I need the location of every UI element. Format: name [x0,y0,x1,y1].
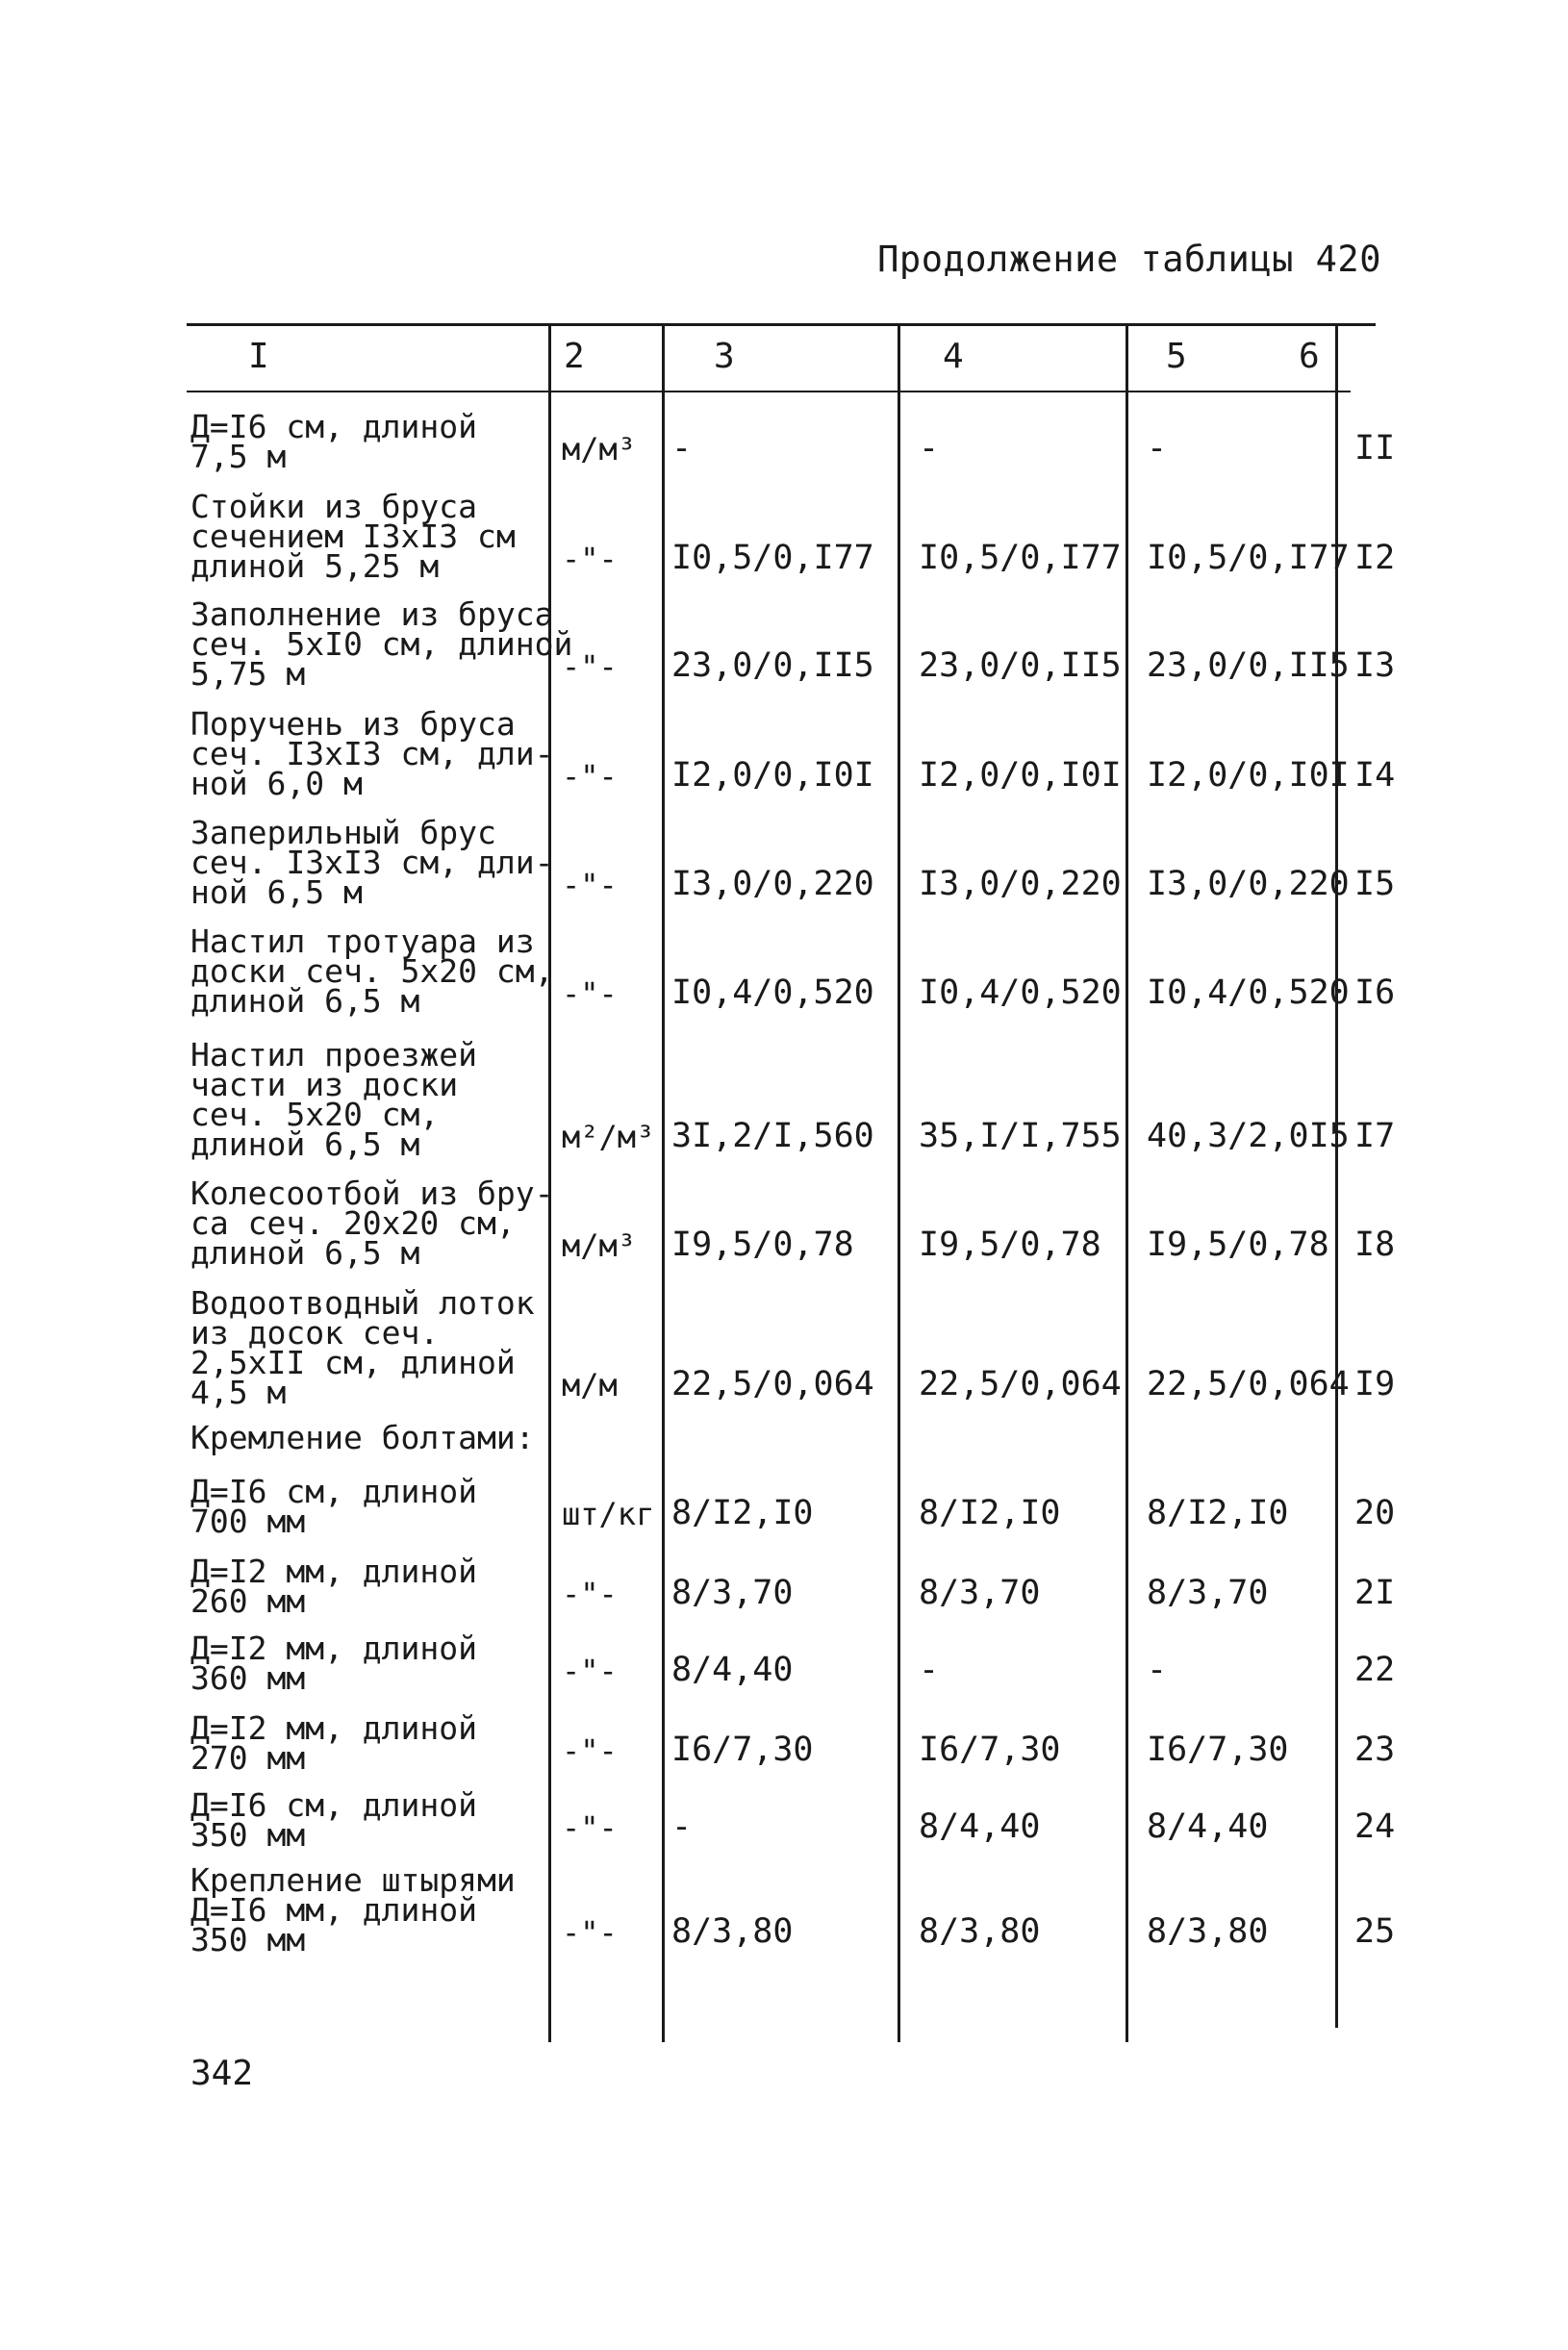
row-unit: -"- [562,541,618,577]
description-line: Заперильный брус [190,814,496,851]
row-value-col4: - [919,429,940,467]
description-line: доски сеч. 5x20 см, [190,952,554,990]
description-line: длиной 5,25 м [190,547,440,585]
description-line: Настил проезжей [190,1036,478,1074]
description-line: Д=I2 мм, длиной [190,1709,478,1747]
description-line: из досок сеч. [190,1314,440,1352]
description-line: Колесоотбой из бру- [190,1175,554,1212]
row-number: I6 [1354,973,1396,1012]
row-number: 20 [1354,1494,1396,1532]
description-line: ной 6,5 м [190,873,363,911]
description-line: 260 мм [190,1582,306,1620]
row-value-col5: I0,5/0,I77 [1147,539,1350,577]
row-unit: -"- [562,758,618,795]
description-line: Д=I6 см, длиной [190,1786,478,1824]
row-value-col5: 8/3,80 [1147,1912,1269,1951]
row-value-col4: I0,5/0,I77 [919,539,1122,577]
row-value-col4: 23,0/0,II5 [919,646,1122,685]
row-value-col4: I0,4/0,520 [919,973,1122,1012]
row-unit: -"- [562,648,618,685]
description-line: Заполнение из бруса [190,595,554,633]
row-value-col5: I6/7,30 [1147,1731,1289,1769]
description-line: Д=I6 мм, длиной [190,1891,478,1929]
row-value-col3: 8/4,40 [671,1651,794,1689]
row-value-col5: I3,0/0,220 [1147,865,1350,903]
row-number: I5 [1354,865,1396,903]
row-value-col3: I3,0/0,220 [671,865,874,903]
row-value-col5: 23,0/0,II5 [1147,646,1350,685]
row-number: I8 [1354,1226,1396,1264]
row-value-col4: 8/3,80 [919,1912,1041,1951]
row-unit: -"- [562,975,618,1012]
description-line: 360 мм [190,1659,306,1697]
row-number: I4 [1354,756,1396,795]
description-line: 350 мм [190,1921,306,1958]
row-value-col5: I2,0/0,I0I [1147,756,1350,795]
header-col-2: 2 [564,337,585,376]
description-line: длиной 6,5 м [190,1234,420,1272]
row-description [190,1861,556,1958]
row-number: 25 [1354,1912,1396,1951]
description-line: сеч. I3xI3 см, дли- [190,844,554,881]
row-value-col4: I6/7,30 [919,1731,1061,1769]
description-line: 2,5xII см, длиной [190,1344,516,1381]
row-number: I7 [1354,1117,1396,1155]
description-line: 4,5 м [190,1374,287,1411]
row-number: II [1354,429,1396,467]
row-unit: -"- [562,1732,618,1769]
row-value-col3: I6/7,30 [671,1731,814,1769]
row-value-col5: I9,5/0,78 [1147,1226,1329,1264]
description-line: Д=I6 см, длиной [190,408,478,445]
description-line: Настил тротуара из [190,922,535,960]
description-line: Стойки из бруса [190,488,478,525]
row-value-col3: I9,5/0,78 [671,1226,854,1264]
row-number: 23 [1354,1731,1396,1769]
row-value-col3: I2,0/0,I0I [671,756,874,795]
row-number: I9 [1354,1365,1396,1403]
description-line: ной 6,0 м [190,765,363,802]
row-value-col4: I2,0/0,I0I [919,756,1122,795]
description-line: Д=I2 мм, длиной [190,1553,478,1590]
description-line: длиной 6,5 м [190,1125,420,1163]
header-col-4: 4 [943,337,964,376]
row-unit: м²/м³ [562,1119,655,1155]
row-number: 22 [1354,1651,1396,1689]
row-value-col5: 22,5/0,064 [1147,1365,1350,1403]
description-line: Д=I2 мм, длиной [190,1630,478,1667]
row-unit: -"- [562,1914,618,1951]
description-line: части из доски [190,1066,459,1103]
row-value-col3: 23,0/0,II5 [671,646,874,685]
row-value-col4: - [919,1651,940,1689]
row-value-col4: I3,0/0,220 [919,865,1122,903]
description-line: Водоотводный лоток [190,1284,535,1322]
description-line: сеч. 5xI0 см, длиной [190,625,573,663]
row-number: 24 [1354,1807,1396,1846]
row-value-col4: I9,5/0,78 [919,1226,1101,1264]
row-unit: м/м [562,1367,618,1403]
row-value-col5: 8/4,40 [1147,1807,1269,1846]
description-line: 350 мм [190,1816,306,1854]
row-unit: -"- [562,867,618,903]
description-line: Д=I6 см, длиной [190,1473,478,1510]
description-line: длиной 6,5 м [190,982,420,1020]
row-number: 2I [1354,1574,1396,1612]
description-line: 270 мм [190,1739,306,1777]
description-line: Кремление болтами: [190,1419,535,1456]
row-number: I2 [1354,539,1396,577]
description-line: Крепление штырями [190,1861,516,1899]
description-line: са сеч. 20x20 см, [190,1204,516,1242]
row-value-col3: 8/3,80 [671,1912,794,1951]
row-value-col3: I0,5/0,I77 [671,539,874,577]
header-col-5: 5 [1166,337,1187,376]
row-value-col4: 35,I/I,755 [919,1117,1122,1155]
description-line: 7,5 м [190,438,287,475]
row-unit: -"- [562,1653,618,1689]
row-value-col3: 8/3,70 [671,1574,794,1612]
row-value-col3: 22,5/0,064 [671,1365,874,1403]
row-unit: -"- [562,1809,618,1846]
description-line: 5,75 м [190,655,306,693]
row-unit: м/м³ [562,1227,637,1264]
row-value-col4: 8/I2,I0 [919,1494,1061,1532]
header-col-1: I [248,337,269,376]
description-line: сеч. I3xI3 см, дли- [190,735,554,772]
row-value-col4: 8/3,70 [919,1574,1041,1612]
row-value-col5: 8/3,70 [1147,1574,1269,1612]
row-value-col3: - [671,1807,693,1846]
description-line: 700 мм [190,1503,306,1540]
header-col-6: 6 [1299,337,1320,376]
row-unit: м/м³ [562,431,637,467]
row-value-col5: - [1147,429,1168,467]
page-number: 342 [190,2054,254,2093]
row-value-col3: - [671,429,693,467]
row-value-col3: 8/I2,I0 [671,1494,814,1532]
description-line: Поручень из бруса [190,705,516,743]
row-value-col3: 3I,2/I,560 [671,1117,874,1155]
header-col-3: 3 [714,337,735,376]
description-line: сеч. 5x20 см, [190,1096,440,1133]
row-value-col4: 22,5/0,064 [919,1365,1122,1403]
table-caption: Продолжение таблицы 420 [877,239,1381,280]
row-unit: -"- [562,1576,618,1612]
row-number: I3 [1354,646,1396,685]
row-value-col3: I0,4/0,520 [671,973,874,1012]
row-value-col5: I0,4/0,520 [1147,973,1350,1012]
row-value-col5: 8/I2,I0 [1147,1494,1289,1532]
description-line: сечением I3xI3 см [190,518,516,555]
row-value-col5: 40,3/2,0I5 [1147,1117,1350,1155]
row-value-col4: 8/4,40 [919,1807,1041,1846]
row-unit: шт/кг [562,1496,655,1532]
row-value-col5: - [1147,1651,1168,1689]
